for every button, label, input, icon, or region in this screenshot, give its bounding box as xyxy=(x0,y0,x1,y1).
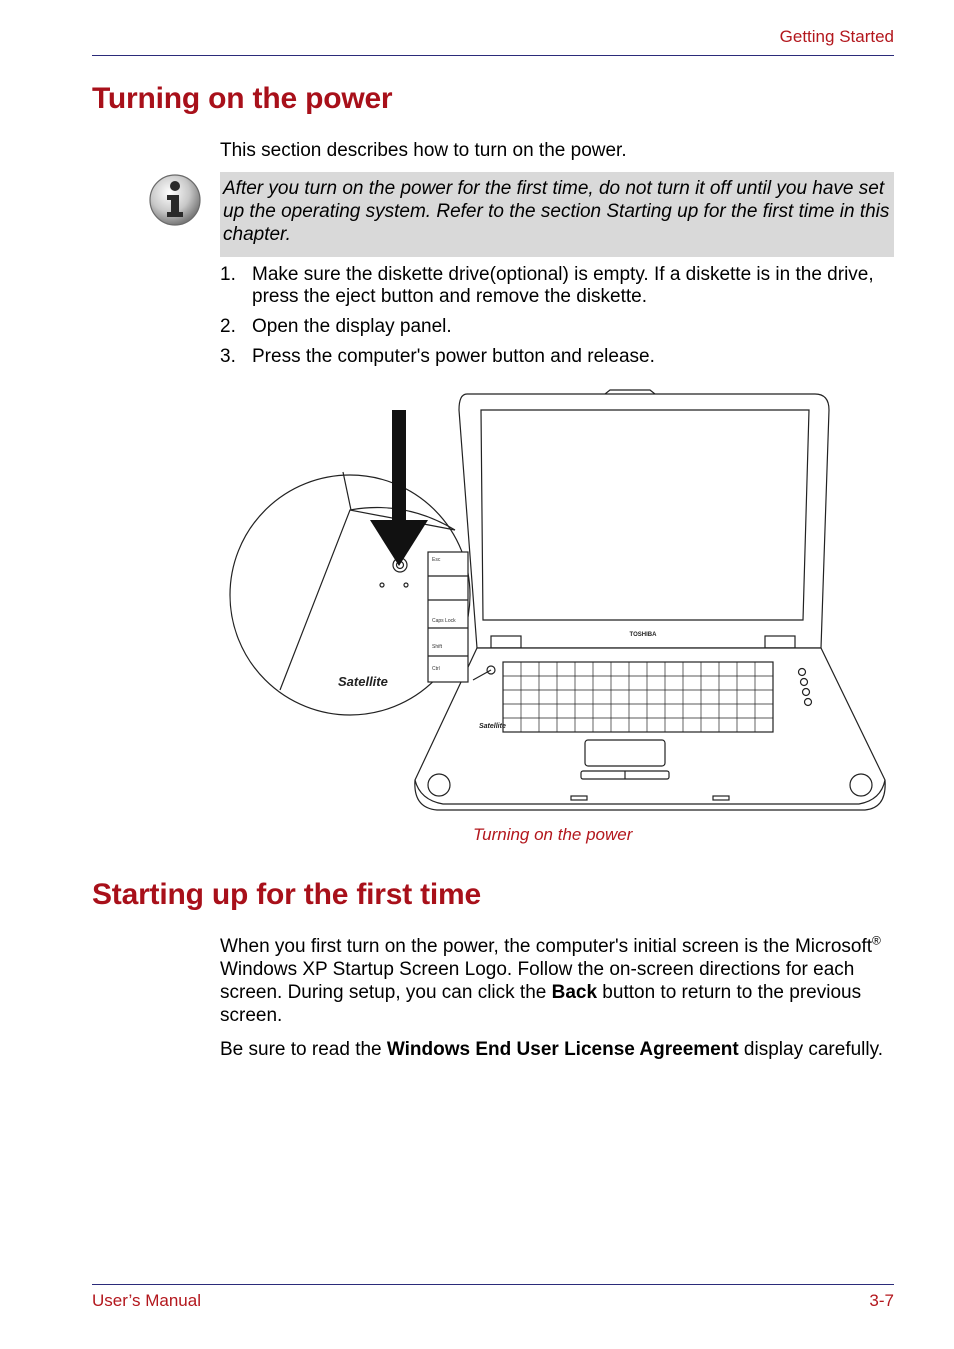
step-number: 2. xyxy=(220,316,236,337)
key-shift: Shift xyxy=(432,644,443,650)
section-intro: This section describes how to turn on the power. xyxy=(220,140,627,161)
text-span: When you first turn on the power, the computer's initial screen is the Microsoft xyxy=(220,936,873,957)
section-title-power: Turning on the power xyxy=(92,82,393,115)
text-span: display carefully. xyxy=(738,1039,883,1060)
list-item xyxy=(220,316,890,338)
step-text: Make sure the diskette drive(optional) is empty. If a diskette is in the drive, press the eject button and remove the diskette. xyxy=(252,264,874,307)
footer-rule xyxy=(92,1284,894,1285)
footer-manual: User’s Manual xyxy=(92,1291,201,1310)
model-label-zoom: Satellite xyxy=(338,674,388,689)
key-caps-lock: Caps Lock xyxy=(432,618,456,624)
step-text: Open the display panel. xyxy=(252,316,452,337)
section-title-startup: Starting up for the first time xyxy=(92,878,482,911)
laptop-figure xyxy=(225,380,890,825)
text-span: Be sure to read the xyxy=(220,1039,387,1060)
page-number: 3-7 xyxy=(869,1291,894,1310)
list-item xyxy=(220,264,890,308)
figure-caption: Turning on the power xyxy=(473,825,633,844)
list-item xyxy=(220,346,890,368)
brand-label: TOSHIBA xyxy=(629,632,657,638)
step-text: Press the computer's power button and release. xyxy=(252,346,655,367)
startup-paragraph-2 xyxy=(220,1038,890,1061)
key-ctrl: Ctrl xyxy=(432,666,440,672)
steps-list xyxy=(220,264,890,376)
registered-mark: ® xyxy=(872,933,881,948)
back-label: Back xyxy=(551,982,598,1003)
note-text: After you turn on the power for the first time, do not turn it off until you have set up the operating system. Refer to the section Starting up for the first time in this chapter. xyxy=(223,178,890,245)
running-header: Getting Started xyxy=(779,27,894,46)
key-esc: Esc xyxy=(432,557,441,563)
info-icon xyxy=(148,173,202,227)
text-span: button to return to the previous screen. xyxy=(220,982,862,1026)
eula-label: Windows End User License Agreement xyxy=(386,1039,739,1060)
startup-paragraph-1 xyxy=(220,935,890,1027)
header-rule xyxy=(92,55,894,56)
step-number: 1. xyxy=(220,264,236,285)
model-label-small: Satellite xyxy=(479,723,506,730)
step-number: 3. xyxy=(220,346,236,367)
text-span: Windows XP Startup Screen Logo. Follow the on-screen directions for each screen. During setup, you can click the xyxy=(220,959,855,1003)
